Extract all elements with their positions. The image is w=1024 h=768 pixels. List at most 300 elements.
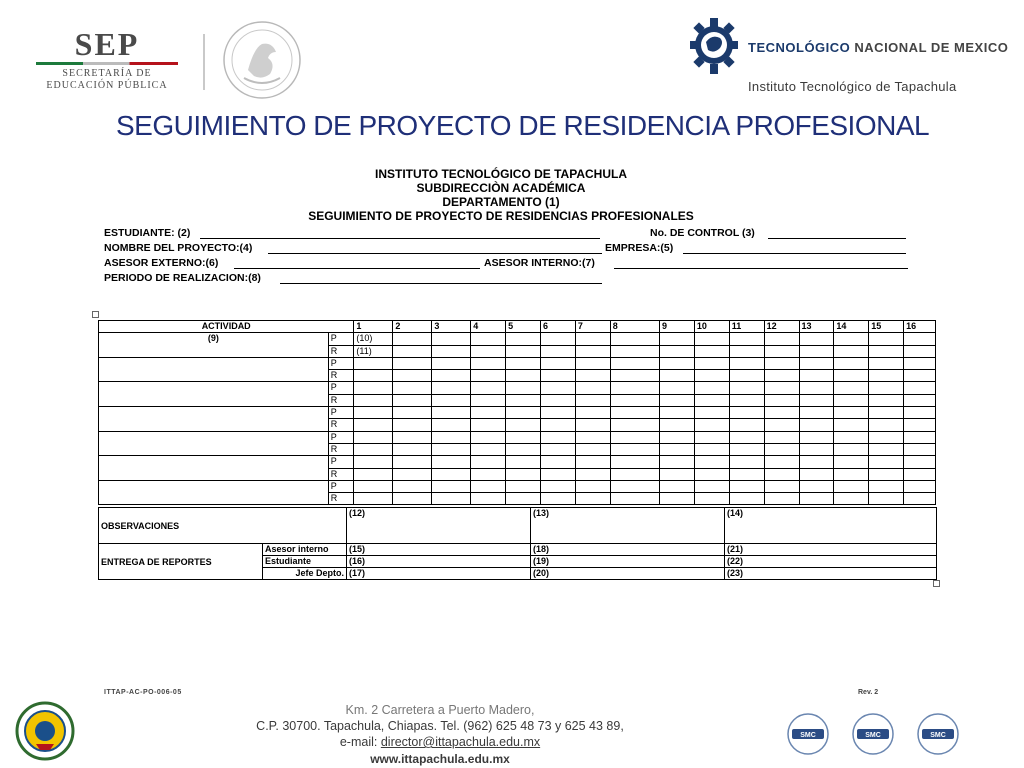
week-cell[interactable]	[660, 480, 695, 492]
week-cell[interactable]	[471, 382, 506, 394]
week-cell[interactable]	[694, 443, 729, 455]
week-cell[interactable]	[694, 480, 729, 492]
week-cell[interactable]	[471, 357, 506, 369]
week-cell[interactable]	[904, 407, 936, 419]
week-cell[interactable]	[764, 480, 799, 492]
form-departamento-heading: DEPARTAMENTO (1)	[442, 195, 560, 209]
week-cell[interactable]	[904, 382, 936, 394]
week-cell[interactable]	[904, 419, 936, 431]
week-header-5: 5	[506, 321, 541, 333]
planned-row	[99, 333, 936, 345]
email-prefix: e-mail:	[339, 735, 381, 749]
week-header-13: 13	[799, 321, 834, 333]
week-cell[interactable]	[799, 370, 834, 382]
week-cell[interactable]	[660, 431, 695, 443]
week-cell[interactable]	[506, 456, 541, 468]
report-cell-18[interactable]: (18)	[531, 544, 725, 556]
week-cell[interactable]	[729, 493, 764, 505]
week-cell[interactable]	[799, 345, 834, 357]
week-header-1: 1	[354, 321, 393, 333]
week-cell[interactable]	[575, 345, 610, 357]
week-cell[interactable]	[432, 382, 471, 394]
week-cell[interactable]	[799, 456, 834, 468]
week-cell[interactable]	[904, 394, 936, 406]
week-cell[interactable]	[799, 480, 834, 492]
week-cell[interactable]	[432, 443, 471, 455]
activity-name-cell[interactable]	[99, 431, 329, 456]
week-cell[interactable]	[432, 431, 471, 443]
week-cell[interactable]	[575, 333, 610, 345]
week-cell[interactable]	[904, 345, 936, 357]
week-cell[interactable]	[799, 468, 834, 480]
week-cell[interactable]	[354, 443, 393, 455]
week-cell[interactable]	[393, 394, 432, 406]
week-cell[interactable]	[610, 493, 659, 505]
week-cell[interactable]	[764, 468, 799, 480]
week-cell[interactable]	[506, 443, 541, 455]
week-cell[interactable]	[729, 431, 764, 443]
week-cell[interactable]	[660, 357, 695, 369]
week-cell[interactable]	[904, 443, 936, 455]
activity-name-cell[interactable]	[99, 357, 329, 382]
week-cell[interactable]	[354, 394, 393, 406]
week-cell[interactable]	[541, 333, 576, 345]
table-resize-handle-icon	[933, 580, 940, 587]
week-cell[interactable]	[694, 382, 729, 394]
week-cell[interactable]	[471, 394, 506, 406]
week-header-15: 15	[869, 321, 904, 333]
week-cell[interactable]	[869, 370, 904, 382]
week-cell[interactable]	[764, 370, 799, 382]
week-cell[interactable]	[694, 345, 729, 357]
week-cell[interactable]	[432, 419, 471, 431]
week-cell[interactable]	[506, 382, 541, 394]
week-cell[interactable]	[764, 345, 799, 357]
reports-table	[98, 507, 937, 580]
week-cell[interactable]	[869, 480, 904, 492]
week-cell[interactable]	[799, 394, 834, 406]
table-anchor-icon	[92, 311, 99, 318]
week-cell[interactable]	[834, 382, 869, 394]
week-cell[interactable]	[660, 394, 695, 406]
week-cell[interactable]	[729, 407, 764, 419]
week-cell[interactable]	[799, 333, 834, 345]
report-cell-17[interactable]: (17)	[347, 568, 531, 580]
week-cell[interactable]	[834, 333, 869, 345]
activity-table	[98, 320, 936, 505]
week-cell[interactable]	[660, 443, 695, 455]
report-cell-22[interactable]: (22)	[725, 556, 937, 568]
week-cell[interactable]	[610, 382, 659, 394]
week-cell[interactable]	[694, 407, 729, 419]
week-cell[interactable]	[354, 370, 393, 382]
week-cell[interactable]	[541, 419, 576, 431]
week-cell[interactable]	[506, 394, 541, 406]
activity-name-cell[interactable]	[99, 382, 329, 407]
week-cell[interactable]	[541, 357, 576, 369]
week-cell[interactable]	[575, 456, 610, 468]
week-cell[interactable]	[575, 468, 610, 480]
week-cell[interactable]	[541, 456, 576, 468]
week-cell[interactable]	[506, 493, 541, 505]
week-cell[interactable]	[729, 443, 764, 455]
week-cell[interactable]	[354, 407, 393, 419]
week-cell[interactable]	[506, 407, 541, 419]
week-cell[interactable]	[471, 456, 506, 468]
email-link[interactable]: director@ittapachula.edu.mx	[380, 735, 541, 749]
week-cell[interactable]	[869, 394, 904, 406]
week-cell[interactable]	[869, 468, 904, 480]
week-cell[interactable]	[834, 493, 869, 505]
week-cell[interactable]	[393, 370, 432, 382]
entrega-row-1	[99, 544, 937, 556]
week-cell[interactable]	[354, 419, 393, 431]
week-cell[interactable]	[834, 357, 869, 369]
week-cell[interactable]	[575, 443, 610, 455]
institute-name: Instituto Tecnológico de Tapachula	[748, 79, 957, 94]
week-cell[interactable]	[541, 493, 576, 505]
week-cell[interactable]	[506, 345, 541, 357]
week-cell[interactable]	[575, 357, 610, 369]
week-cell[interactable]	[432, 493, 471, 505]
week-cell[interactable]	[610, 480, 659, 492]
week-cell[interactable]	[541, 407, 576, 419]
week-cell[interactable]	[694, 431, 729, 443]
actividad-header: ACTIVIDAD	[99, 321, 354, 333]
week-cell[interactable]	[729, 480, 764, 492]
week-cell[interactable]	[575, 431, 610, 443]
week-cell[interactable]	[471, 407, 506, 419]
week-cell[interactable]	[660, 419, 695, 431]
week-cell[interactable]	[506, 419, 541, 431]
week-cell[interactable]	[869, 443, 904, 455]
week-cell[interactable]	[471, 468, 506, 480]
planned-row	[99, 480, 936, 492]
week-cell[interactable]	[610, 333, 659, 345]
week-cell[interactable]	[471, 431, 506, 443]
week-cell[interactable]	[506, 480, 541, 492]
week-cell[interactable]	[432, 480, 471, 492]
asesor-externo-field[interactable]	[234, 258, 480, 269]
week-cell[interactable]	[610, 419, 659, 431]
planned-label: P	[328, 431, 354, 443]
week-cell[interactable]	[393, 345, 432, 357]
week-cell[interactable]	[764, 493, 799, 505]
week-cell[interactable]	[471, 443, 506, 455]
week-cell[interactable]	[729, 345, 764, 357]
week-cell[interactable]	[694, 456, 729, 468]
week-cell[interactable]	[834, 370, 869, 382]
week-header-2: 2	[393, 321, 432, 333]
week-cell[interactable]	[729, 370, 764, 382]
week-header-11: 11	[729, 321, 764, 333]
week-cell[interactable]	[764, 431, 799, 443]
week-cell[interactable]	[610, 456, 659, 468]
week-cell[interactable]	[393, 333, 432, 345]
week-cell[interactable]	[799, 443, 834, 455]
week-cell[interactable]	[575, 493, 610, 505]
iso-logo-text-1: SMC	[800, 732, 816, 739]
week-cell[interactable]	[869, 382, 904, 394]
observaciones-cell-3[interactable]: (14)	[725, 508, 937, 544]
week-cell[interactable]	[904, 493, 936, 505]
week-cell[interactable]	[729, 333, 764, 345]
week-cell[interactable]	[799, 419, 834, 431]
week-cell[interactable]	[660, 407, 695, 419]
week-cell[interactable]	[799, 493, 834, 505]
week-cell[interactable]	[869, 345, 904, 357]
week-cell[interactable]	[834, 443, 869, 455]
week-cell[interactable]	[471, 480, 506, 492]
week-cell[interactable]	[575, 407, 610, 419]
week-cell[interactable]	[393, 443, 432, 455]
week-cell[interactable]	[869, 456, 904, 468]
week-cell[interactable]	[393, 480, 432, 492]
week-cell[interactable]	[764, 419, 799, 431]
week-cell[interactable]	[471, 419, 506, 431]
week-cell[interactable]	[471, 345, 506, 357]
tecnm-title-part1: TECNOLÓGICO	[748, 40, 851, 55]
asesor-interno-field[interactable]	[614, 258, 908, 269]
week-cell[interactable]	[834, 345, 869, 357]
week-cell[interactable]	[869, 333, 904, 345]
asesor-interno-label: ASESOR INTERNO:(7)	[484, 257, 595, 269]
asesor-externo-label: ASESOR EXTERNO:(6)	[104, 257, 219, 269]
week-cell[interactable]	[764, 407, 799, 419]
real-label: R	[328, 394, 354, 406]
week-cell[interactable]	[393, 456, 432, 468]
week-cell[interactable]	[393, 468, 432, 480]
week-cell[interactable]	[694, 493, 729, 505]
week-cell[interactable]	[393, 382, 432, 394]
week-cell[interactable]	[834, 468, 869, 480]
week-cell[interactable]	[904, 357, 936, 369]
week-cell[interactable]	[799, 382, 834, 394]
sep-tricolor-line	[36, 62, 178, 65]
week-cell[interactable]	[764, 333, 799, 345]
report-cell-20[interactable]: (20)	[531, 568, 725, 580]
week-cell[interactable]	[354, 480, 393, 492]
week-cell[interactable]	[660, 493, 695, 505]
week-cell[interactable]	[541, 443, 576, 455]
week-cell[interactable]	[834, 480, 869, 492]
week-cell[interactable]	[432, 407, 471, 419]
week-cell[interactable]	[354, 357, 393, 369]
week-cell[interactable]	[660, 345, 695, 357]
week-cell[interactable]	[764, 357, 799, 369]
week-cell[interactable]	[694, 357, 729, 369]
form-subdireccion-heading: SUBDIRECCIÒN ACADÉMICA	[416, 181, 586, 195]
week-cell[interactable]	[471, 333, 506, 345]
activity-name-cell[interactable]	[99, 480, 329, 505]
week-cell[interactable]	[660, 370, 695, 382]
week-cell[interactable]	[660, 456, 695, 468]
observaciones-cell-1[interactable]: (12)	[347, 508, 531, 544]
estudiante-label: ESTUDIANTE: (2)	[104, 227, 191, 239]
sep-logo-text: SEP	[74, 26, 140, 62]
week-cell[interactable]	[393, 357, 432, 369]
week-cell[interactable]	[869, 419, 904, 431]
week-cell[interactable]	[729, 419, 764, 431]
week-cell[interactable]	[506, 333, 541, 345]
week-header-10: 10	[694, 321, 729, 333]
week-cell[interactable]	[799, 407, 834, 419]
week-cell[interactable]	[729, 394, 764, 406]
week-cell[interactable]	[432, 357, 471, 369]
week-cell[interactable]: (11)	[354, 345, 393, 357]
week-cell[interactable]	[575, 419, 610, 431]
week-cell[interactable]	[660, 333, 695, 345]
week-cell[interactable]	[869, 431, 904, 443]
week-cell[interactable]	[799, 357, 834, 369]
week-cell[interactable]	[610, 443, 659, 455]
week-cell[interactable]	[834, 394, 869, 406]
week-cell[interactable]	[506, 357, 541, 369]
planned-label: P	[328, 382, 354, 394]
activity-name-cell[interactable]	[99, 407, 329, 432]
week-cell[interactable]	[729, 468, 764, 480]
week-cell[interactable]	[764, 456, 799, 468]
week-cell[interactable]	[432, 345, 471, 357]
week-cell[interactable]	[575, 394, 610, 406]
week-cell[interactable]	[471, 370, 506, 382]
week-cell[interactable]	[610, 468, 659, 480]
real-label: R	[328, 493, 354, 505]
activity-name-cell[interactable]: (9)	[99, 333, 329, 358]
planned-row	[99, 382, 936, 394]
week-cell[interactable]	[432, 333, 471, 345]
week-cell[interactable]	[610, 431, 659, 443]
week-cell[interactable]	[610, 357, 659, 369]
week-cell[interactable]	[610, 370, 659, 382]
report-cell-16[interactable]: (16)	[347, 556, 531, 568]
empresa-field[interactable]	[683, 243, 906, 254]
week-cell[interactable]	[541, 394, 576, 406]
week-cell[interactable]: (10)	[354, 333, 393, 345]
week-cell[interactable]	[729, 382, 764, 394]
activity-name-cell[interactable]	[99, 456, 329, 481]
week-cell[interactable]	[393, 431, 432, 443]
week-cell[interactable]	[729, 357, 764, 369]
week-cell[interactable]	[729, 456, 764, 468]
week-cell[interactable]	[506, 468, 541, 480]
week-cell[interactable]	[575, 480, 610, 492]
week-cell[interactable]	[869, 357, 904, 369]
website-link[interactable]: www.ittapachula.edu.mx	[370, 752, 510, 766]
week-cell[interactable]	[354, 382, 393, 394]
week-cell[interactable]	[575, 382, 610, 394]
email-line	[200, 735, 680, 751]
real-label: R	[328, 443, 354, 455]
address-line-2: C.P. 30700. Tapachula, Chiapas. Tel. (962) 625 48 73 y 625 43 89,	[256, 719, 624, 733]
real-label: R	[328, 345, 354, 357]
week-cell[interactable]	[764, 443, 799, 455]
week-cell[interactable]	[541, 431, 576, 443]
week-cell[interactable]	[904, 431, 936, 443]
week-header-7: 7	[575, 321, 610, 333]
week-cell[interactable]	[541, 382, 576, 394]
week-header-4: 4	[471, 321, 506, 333]
week-cell[interactable]	[694, 419, 729, 431]
week-cell[interactable]	[541, 345, 576, 357]
real-label: R	[328, 468, 354, 480]
revision-label: Rev. 2	[858, 689, 879, 696]
week-cell[interactable]	[834, 431, 869, 443]
week-cell[interactable]	[834, 407, 869, 419]
week-cell[interactable]	[354, 456, 393, 468]
week-cell[interactable]	[575, 370, 610, 382]
week-cell[interactable]	[541, 468, 576, 480]
slide-title: SEGUIMIENTO DE PROYECTO DE RESIDENCIA PROFESIONAL	[116, 110, 930, 141]
periodo-field[interactable]	[280, 273, 602, 284]
week-cell[interactable]	[694, 370, 729, 382]
estudiante-field[interactable]	[200, 228, 600, 239]
week-cell[interactable]	[764, 382, 799, 394]
role-asesor-interno: Asesor interno	[263, 544, 347, 556]
week-cell[interactable]	[694, 333, 729, 345]
tecnm-title	[748, 40, 1008, 55]
week-cell[interactable]	[432, 468, 471, 480]
week-cell[interactable]	[354, 431, 393, 443]
week-cell[interactable]	[541, 480, 576, 492]
week-cell[interactable]	[904, 370, 936, 382]
report-cell-15[interactable]: (15)	[347, 544, 531, 556]
week-cell[interactable]	[506, 370, 541, 382]
week-cell[interactable]	[354, 468, 393, 480]
week-cell[interactable]	[393, 407, 432, 419]
nombre-proyecto-field[interactable]	[268, 243, 602, 254]
report-cell-19[interactable]: (19)	[531, 556, 725, 568]
week-cell[interactable]	[904, 480, 936, 492]
week-cell[interactable]	[432, 456, 471, 468]
header-divider	[203, 34, 205, 90]
week-cell[interactable]	[471, 493, 506, 505]
week-cell[interactable]	[834, 456, 869, 468]
week-cell[interactable]	[869, 407, 904, 419]
week-header-12: 12	[764, 321, 799, 333]
planned-label: P	[328, 456, 354, 468]
week-cell[interactable]	[660, 468, 695, 480]
week-cell[interactable]	[904, 333, 936, 345]
week-cell[interactable]	[764, 394, 799, 406]
week-cell[interactable]	[834, 419, 869, 431]
week-cell[interactable]	[694, 394, 729, 406]
week-cell[interactable]	[354, 493, 393, 505]
week-cell[interactable]	[610, 345, 659, 357]
week-cell[interactable]	[506, 431, 541, 443]
week-cell[interactable]	[393, 419, 432, 431]
week-cell[interactable]	[432, 370, 471, 382]
week-cell[interactable]	[799, 431, 834, 443]
week-cell[interactable]	[610, 394, 659, 406]
week-cell[interactable]	[610, 407, 659, 419]
week-cell[interactable]	[904, 456, 936, 468]
week-cell[interactable]	[694, 468, 729, 480]
week-cell[interactable]	[541, 370, 576, 382]
entrega-label: ENTREGA DE REPORTES	[99, 544, 263, 580]
week-cell[interactable]	[904, 468, 936, 480]
no-control-field[interactable]	[768, 228, 906, 239]
week-cell[interactable]	[660, 382, 695, 394]
report-cell-21[interactable]: (21)	[725, 544, 937, 556]
week-cell[interactable]	[869, 493, 904, 505]
week-cell[interactable]	[393, 493, 432, 505]
sep-logo	[28, 28, 186, 98]
report-cell-23[interactable]: (23)	[725, 568, 937, 580]
week-cell[interactable]	[432, 394, 471, 406]
planned-row	[99, 357, 936, 369]
observaciones-cell-2[interactable]: (13)	[531, 508, 725, 544]
